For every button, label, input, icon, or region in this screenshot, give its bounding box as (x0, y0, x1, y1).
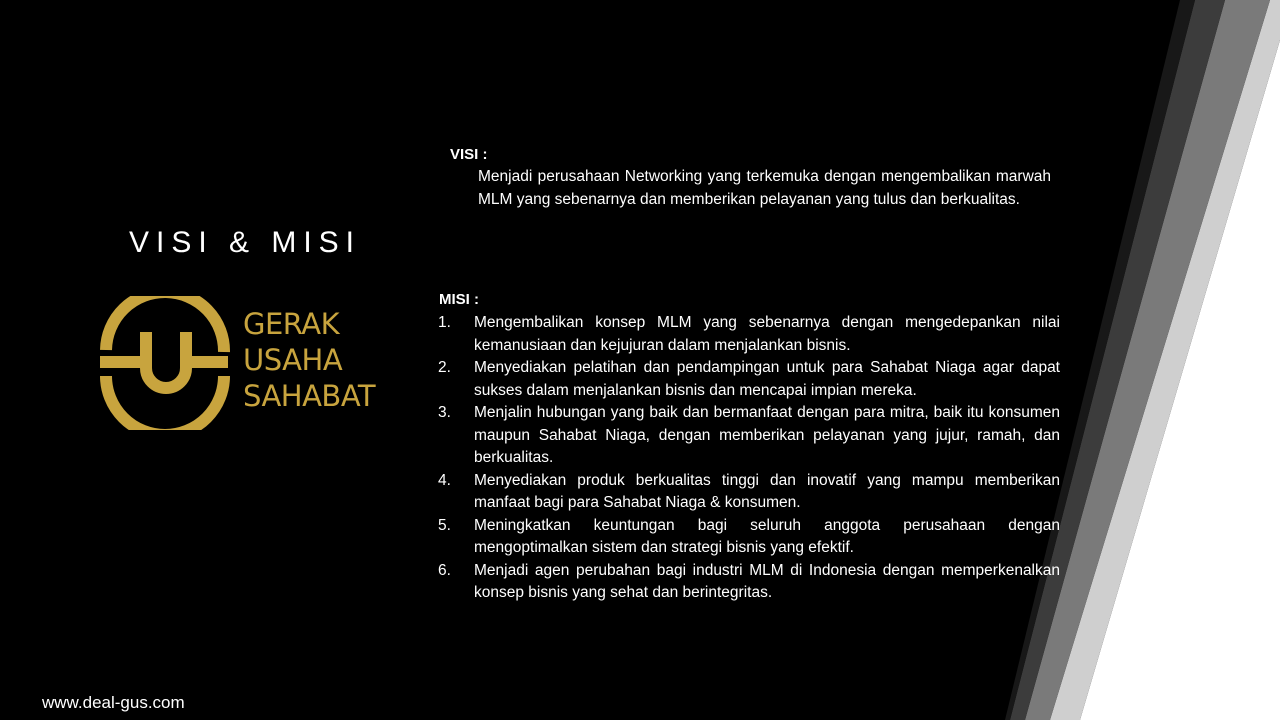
logo-line-1: GERAK (243, 307, 340, 341)
logo-line-2: USAHA (243, 343, 343, 377)
misi-item (438, 470, 1060, 515)
misi-item (438, 357, 1060, 402)
misi-item-number: 2. (438, 359, 451, 376)
misi-item-text: Meningkatkan keuntungan bagi seluruh anggota perusahaan dengan mengoptimalkan sistem dan strategi bisnis yang efektif. (474, 516, 1060, 556)
misi-item-number: 5. (438, 516, 451, 534)
misi-item (438, 515, 1060, 560)
misi-item (438, 402, 1060, 470)
gus-logo-icon (96, 296, 236, 430)
misi-item-number: 6. (438, 561, 451, 579)
footer-website: www.deal-gus.com (42, 693, 185, 712)
company-logo (96, 296, 396, 430)
misi-item-text: Menyediakan pelatihan dan pendampingan untuk para Sahabat Niaga agar dapat sukses dalam menjalankan bisnis dan mencapai impian mereka. (474, 359, 1060, 399)
logo-wordmark (243, 306, 375, 414)
misi-item (438, 560, 1060, 605)
visi-text: Menjadi perusahaan Networking yang terkemuka dengan mengembalikan marwah MLM yang sebenarnya dan memberikan pelayanan yang tulus dan berkualitas. (478, 168, 1051, 208)
misi-item-number: 1. (438, 314, 451, 331)
misi-item (438, 312, 1060, 357)
misi-item-text: Mengembalikan konsep MLM yang sebenarnya dengan mengedepankan nilai kemanusiaan dan kejujuran dalam menjalankan bisnis. (474, 314, 1060, 354)
misi-item-number: 4. (438, 471, 451, 489)
misi-heading: MISI : (439, 291, 479, 308)
slide-title: VISI & MISI (128, 226, 362, 259)
misi-item-number: 3. (438, 404, 451, 421)
visi-heading: VISI : (450, 146, 488, 163)
misi-list (438, 312, 1060, 605)
logo-line-3: SAHABAT (243, 379, 376, 413)
misi-item-text: Menjalin hubungan yang baik dan bermanfaat dengan para mitra, baik itu konsumen maupun Sahabat Niaga, dengan memberikan pelayanan yang jujur, ramah, dan berkualitas. (474, 404, 1060, 466)
misi-item-text: Menjadi agen perubahan bagi industri MLM di Indonesia dengan memperkenalkan konsep bisnis yang sehat dan berintegritas. (474, 561, 1060, 601)
misi-item-text: Menyediakan produk berkualitas tinggi dan inovatif yang mampu memberikan manfaat bagi para Sahabat Niaga & konsumen. (474, 471, 1060, 511)
